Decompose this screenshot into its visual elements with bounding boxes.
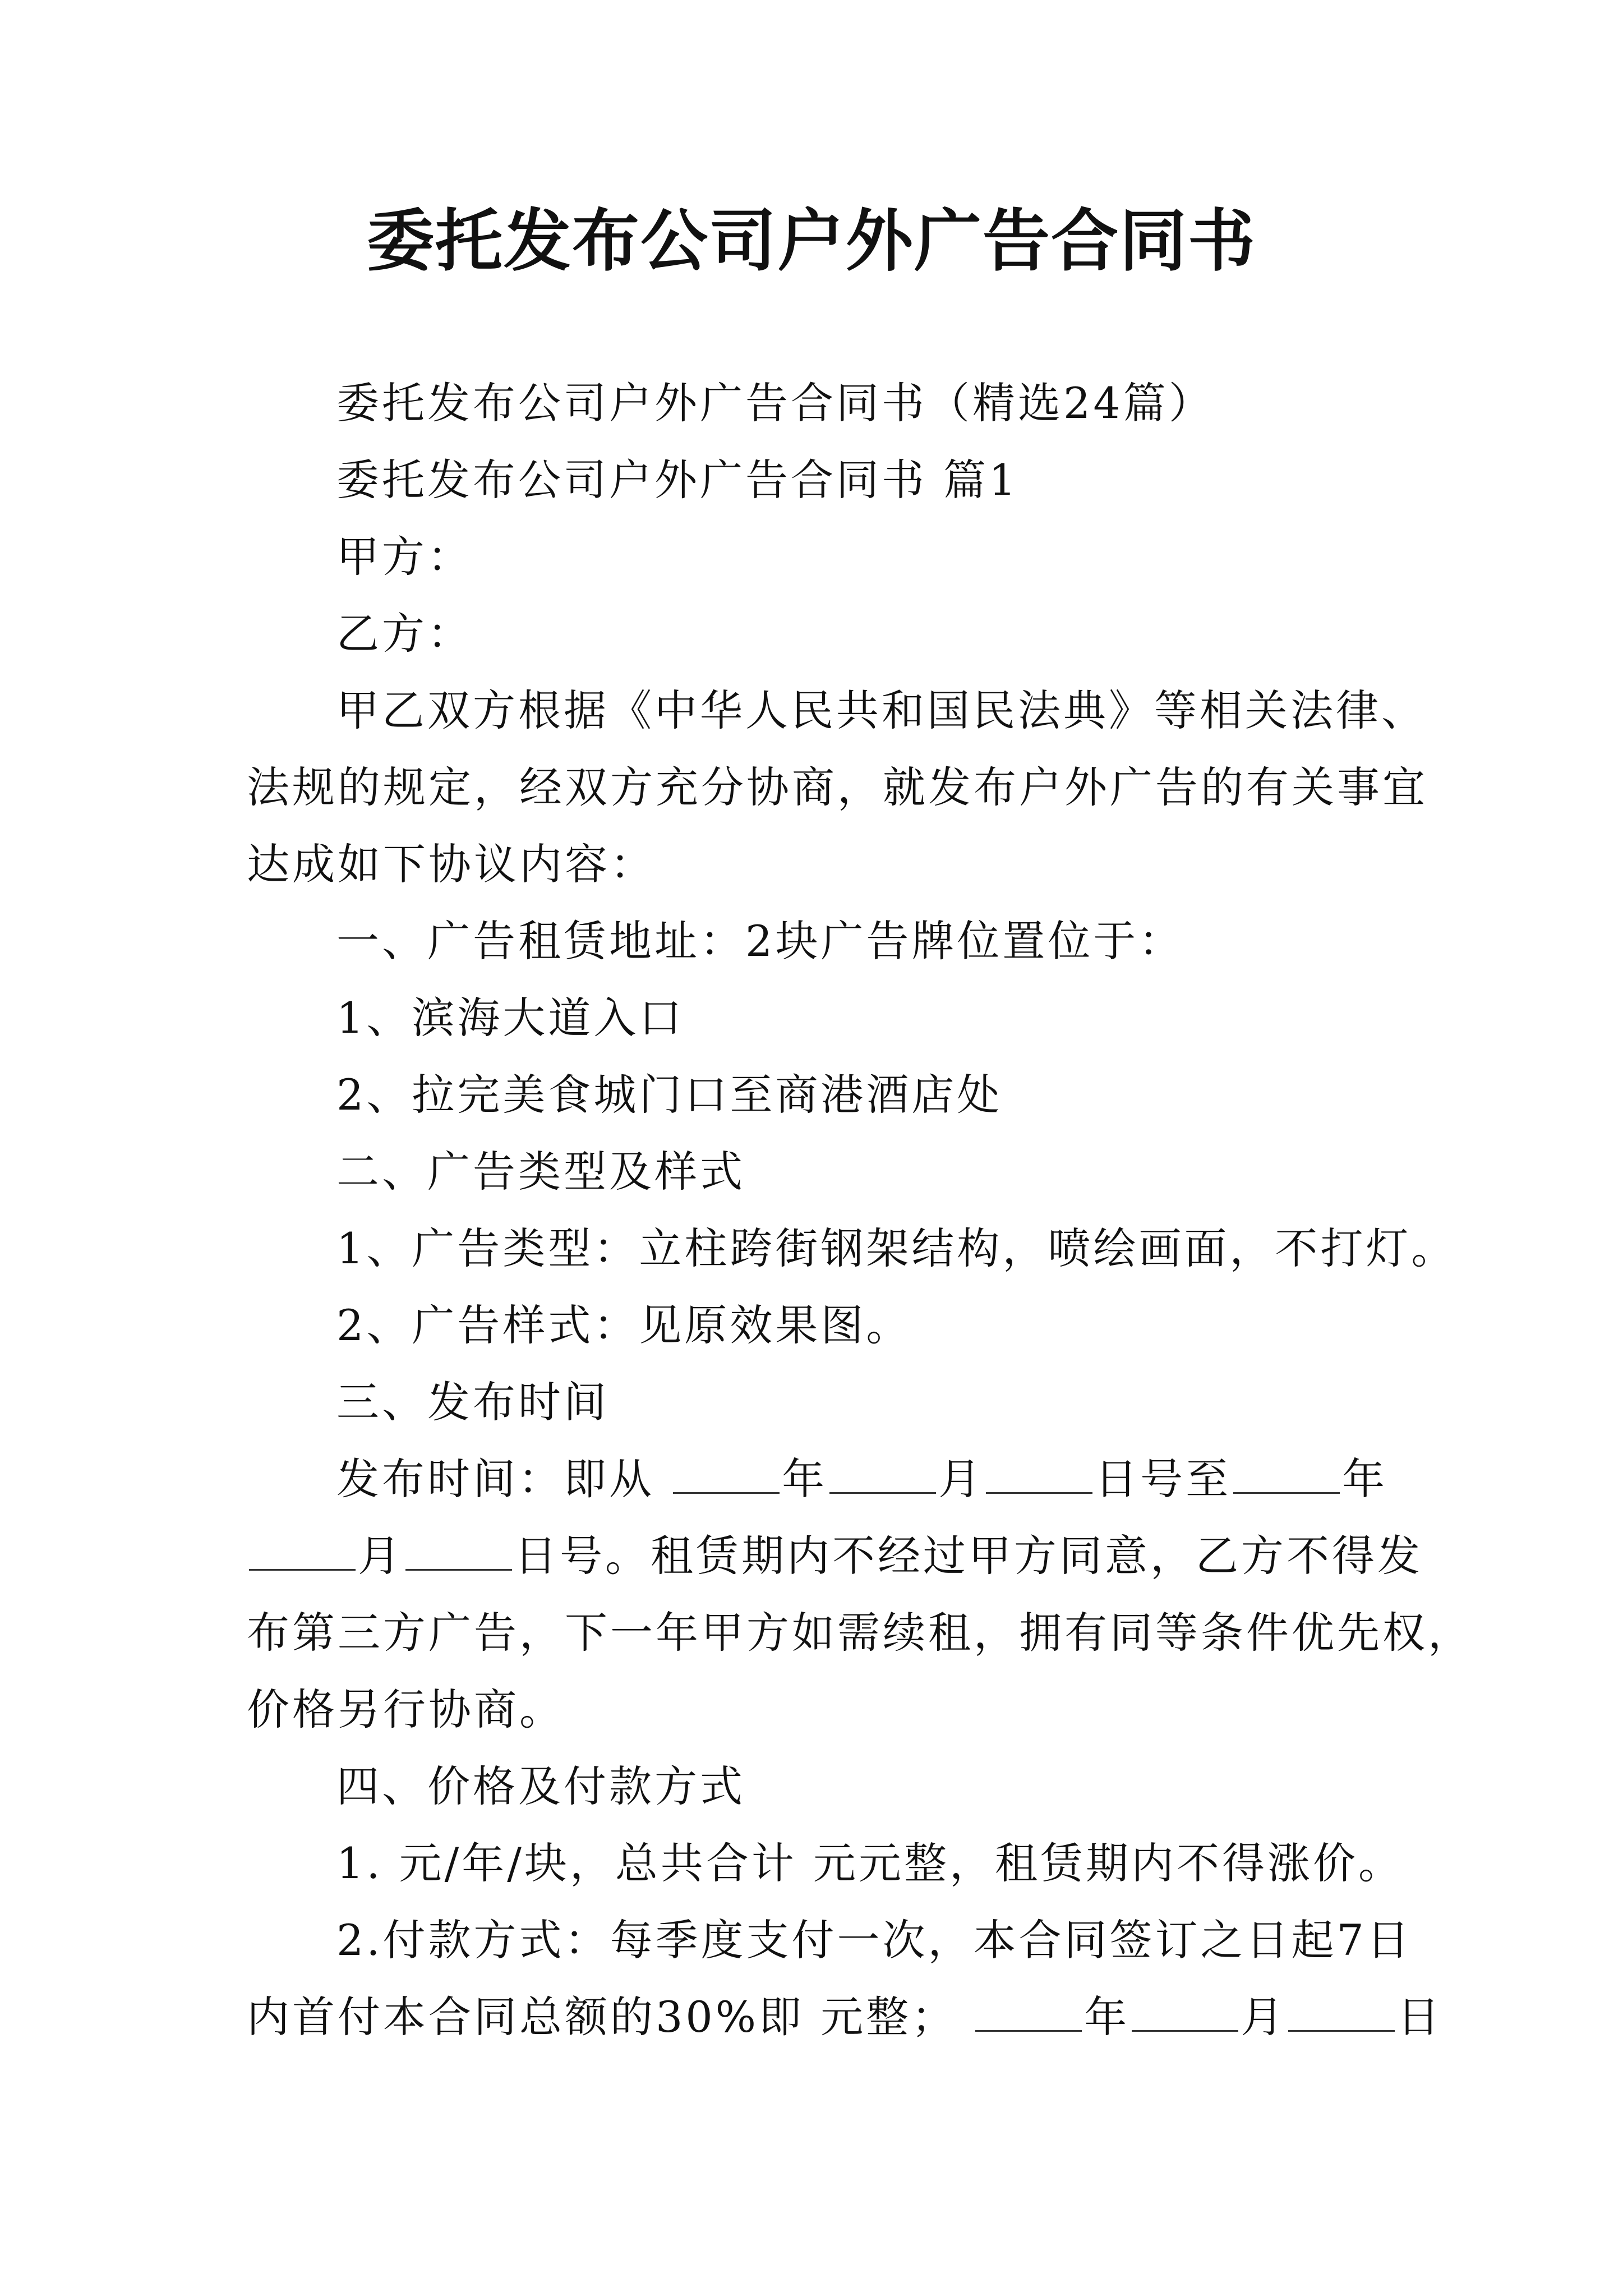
payment-line [247,1978,1443,2055]
paragraph-line: 法规的规定，经双方充分协商，就发布户外广告的有关事宜 [247,762,1428,812]
fill-blank [249,1529,356,1571]
subtitle-line: 委托发布公司户外广告合同书（精选24篇） [336,378,1214,428]
clause-heading: 二、广告类型及样式 [336,1147,745,1197]
fill-blank [829,1452,936,1494]
date-day-to-label: 日号至 [1095,1454,1232,1504]
publish-time-line [247,1441,1388,1517]
payment-text: 内首付本合同总额的30%即 元整； [247,1992,957,2042]
publish-time-line-2 [247,1517,1423,1594]
paragraph-line: 价格另行协商。 [247,1685,565,1734]
paragraph-line: 甲乙双方根据《中华人民共和国民法典》等相关法律、 [336,685,1427,735]
clause-item: 2、广告样式：见原效果图。 [336,1300,912,1350]
document-title: 委托发布公司户外广告合同书 [367,201,1256,280]
date-month-label: 月 [358,1531,403,1581]
fill-blank [1288,1990,1395,2032]
clause-item: 2.付款方式：每季度支付一次，本合同签订之日起7日 [336,1915,1412,1965]
clause-heading: 一、广告租赁地址：2块广告牌位置位于： [336,916,1184,966]
publish-time-prefix: 发布时间：即从 [336,1454,654,1504]
party-b-line: 乙方： [336,609,473,659]
fill-blank [405,1529,512,1571]
party-a-line: 甲方： [336,532,473,582]
date-year-label: 年 [1342,1454,1388,1504]
section-heading: 委托发布公司户外广告合同书 篇1 [336,455,1019,505]
paragraph-line: 达成如下协议内容： [247,839,656,889]
clause-item: 1、广告类型：立柱跨街钢架结构，喷绘画面，不打灯。 [336,1223,1457,1273]
fill-blank [673,1452,780,1494]
clause-item: 2、拉完美食城门口至商港酒店处 [336,1070,1003,1120]
clause-item: 1、滨海大道入口 [336,993,685,1043]
fill-blank [1233,1452,1340,1494]
paragraph-line: 布第三方广告，下一年甲方如需续租，拥有同等条件优先权， [247,1608,1473,1658]
date-month-label: 月 [938,1454,984,1504]
document-body [247,365,1473,2055]
clause-item: 1. 元/年/块，总共合计 元元整，租赁期内不得涨价。 [336,1838,1404,1888]
publish-time-rest: 日号。租赁期内不经过甲方同意，乙方不得发 [514,1531,1423,1581]
date-year-label: 年 [1084,1992,1130,2042]
date-day-label: 日 [1397,1992,1443,2042]
date-year-label: 年 [782,1454,828,1504]
fill-blank [986,1452,1092,1494]
clause-heading: 四、价格及付款方式 [336,1761,745,1811]
fill-blank [1132,1990,1238,2032]
fill-blank [975,1990,1082,2032]
date-month-label: 月 [1241,1992,1287,2042]
clause-heading: 三、发布时间 [336,1377,609,1427]
